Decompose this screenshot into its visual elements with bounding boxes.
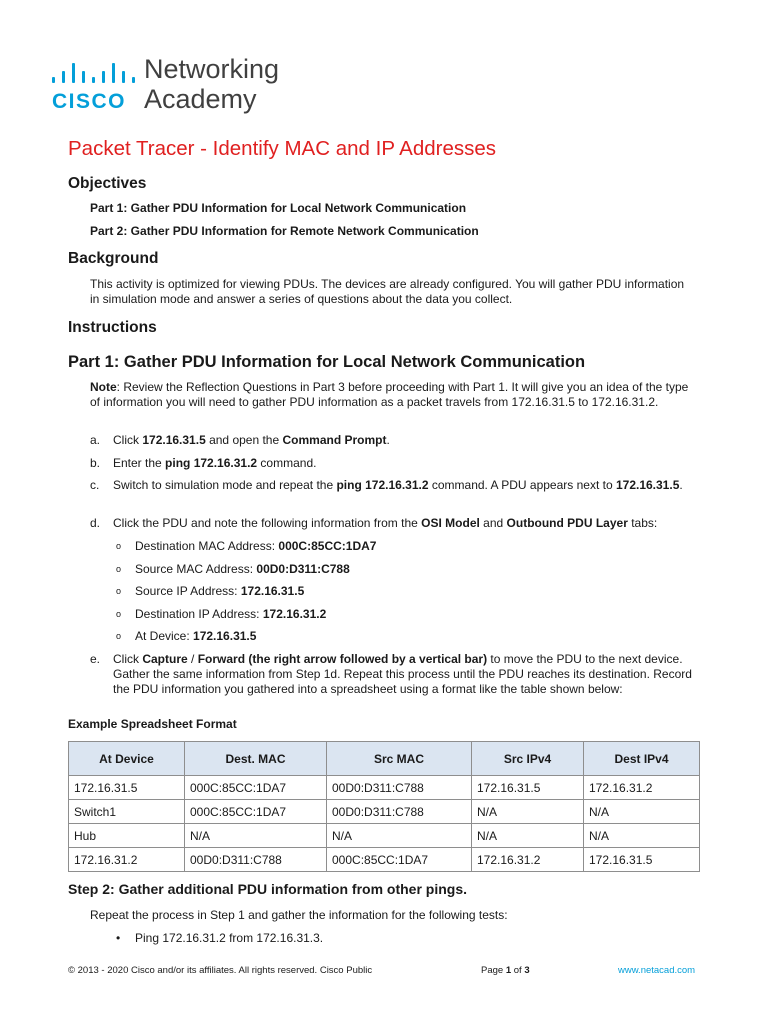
step-text: Click 172.16.31.5 and open the Command Prompt. [113, 433, 390, 447]
footer-page-number: Page 1 of 3 [481, 965, 530, 976]
step-label: c. [90, 478, 100, 492]
table-cell: N/A [584, 800, 700, 824]
table-cell: N/A [472, 824, 584, 848]
background-heading: Background [68, 250, 159, 267]
logo-academy-text: Academy [144, 84, 257, 114]
table-cell: Switch1 [69, 800, 185, 824]
spreadsheet-table [68, 741, 700, 872]
note-paragraph [90, 380, 690, 410]
table-cell: N/A [327, 824, 472, 848]
table-cell: 172.16.31.5 [69, 776, 185, 800]
step-text: Switch to simulation mode and repeat the ping 172.16.31.2 command. A PDU appears next to 172.16.31.5. [113, 478, 683, 492]
instructions-heading: Instructions [68, 319, 157, 336]
cisco-wordmark: CISCO [52, 90, 127, 113]
sub-bullet-marker: o [116, 586, 122, 596]
bullet-text: Ping 172.16.31.2 from 172.16.31.3. [135, 931, 324, 945]
column-header: At Device [69, 742, 185, 776]
table-cell: 00D0:D311:C788 [327, 776, 472, 800]
column-header: Src IPv4 [472, 742, 584, 776]
logo-networking-text: Networking [144, 54, 280, 84]
step-label: d. [90, 516, 101, 530]
step-text: Enter the ping 172.16.31.2 command. [113, 456, 317, 470]
note-text: : Review the Reflection Questions in Part 3 before proceeding with Part 1. It will give you an idea of the type of information you will need to gather PDU information as a packet travels from 172.16.31.5 to 172.16.31.2. [90, 380, 689, 409]
table-row [69, 848, 700, 872]
table-caption: Example Spreadsheet Format [68, 717, 237, 731]
table-cell: 000C:85CC:1DA7 [185, 800, 327, 824]
table-cell: 000C:85CC:1DA7 [327, 848, 472, 872]
step2-intro: Repeat the process in Step 1 and gather the information for the following tests: [90, 908, 508, 922]
sub-bullet-marker: o [116, 631, 122, 641]
table-cell: 172.16.31.2 [69, 848, 185, 872]
footer-website-link[interactable]: www.netacad.com [618, 965, 696, 976]
table-row [69, 776, 700, 800]
step-text: Click the PDU and note the following information from the OSI Model and Outbound PDU Layer tabs: [113, 516, 658, 530]
step-label: a. [90, 433, 101, 447]
column-header: Dest. MAC [185, 742, 327, 776]
part1-heading: Part 1: Gather PDU Information for Local Network Communication [68, 353, 586, 371]
table-cell: 172.16.31.5 [584, 848, 700, 872]
table-cell: 00D0:D311:C788 [327, 800, 472, 824]
step-label: b. [90, 456, 101, 470]
table-header-row [69, 742, 700, 776]
step2-heading: Step 2: Gather additional PDU information from other pings. [68, 881, 468, 897]
table-cell: 172.16.31.2 [584, 776, 700, 800]
footer-copyright: © 2013 - 2020 Cisco and/or its affiliates. All rights reserved. Cisco Public [68, 965, 373, 976]
table-cell: 000C:85CC:1DA7 [185, 776, 327, 800]
sub-bullet-marker: o [116, 564, 122, 574]
table-cell: 172.16.31.5 [472, 776, 584, 800]
step-label: e. [90, 652, 101, 666]
step-text: Click Capture / Forward (the right arrow followed by a vertical bar) to move the PDU to the next device. Gather the same information from Step 1d. Repeat this process until the PDU reaches its destination. Record the PDU information you gathered into a spreadsheet using a format like the table shown below: [113, 652, 692, 696]
cisco-networking-academy-logo [52, 56, 312, 118]
table-cell: Hub [69, 824, 185, 848]
sub-bullet-marker: o [116, 541, 122, 551]
column-header: Dest IPv4 [584, 742, 700, 776]
objective-item: Part 1: Gather PDU Information for Local Network Communication [90, 201, 467, 215]
page-title: Packet Tracer - Identify MAC and IP Addresses [68, 137, 497, 160]
table-row [69, 800, 700, 824]
background-text: This activity is optimized for viewing PDUs. The devices are already configured. You will gather PDU information in simulation mode and answer a series of questions about the data you collect. [90, 277, 685, 306]
objective-item: Part 2: Gather PDU Information for Remote Network Communication [90, 224, 479, 238]
bullet-marker: • [116, 931, 121, 945]
note-label: Note [90, 380, 117, 394]
table-cell: 00D0:D311:C788 [185, 848, 327, 872]
table-cell: N/A [185, 824, 327, 848]
cisco-bars-icon [52, 61, 136, 83]
table-row [69, 824, 700, 848]
table-cell: N/A [584, 824, 700, 848]
sub-bullet-marker: o [116, 609, 122, 619]
objectives-heading: Objectives [68, 175, 147, 192]
column-header: Src MAC [327, 742, 472, 776]
table-cell: 172.16.31.2 [472, 848, 584, 872]
table-cell: N/A [472, 800, 584, 824]
